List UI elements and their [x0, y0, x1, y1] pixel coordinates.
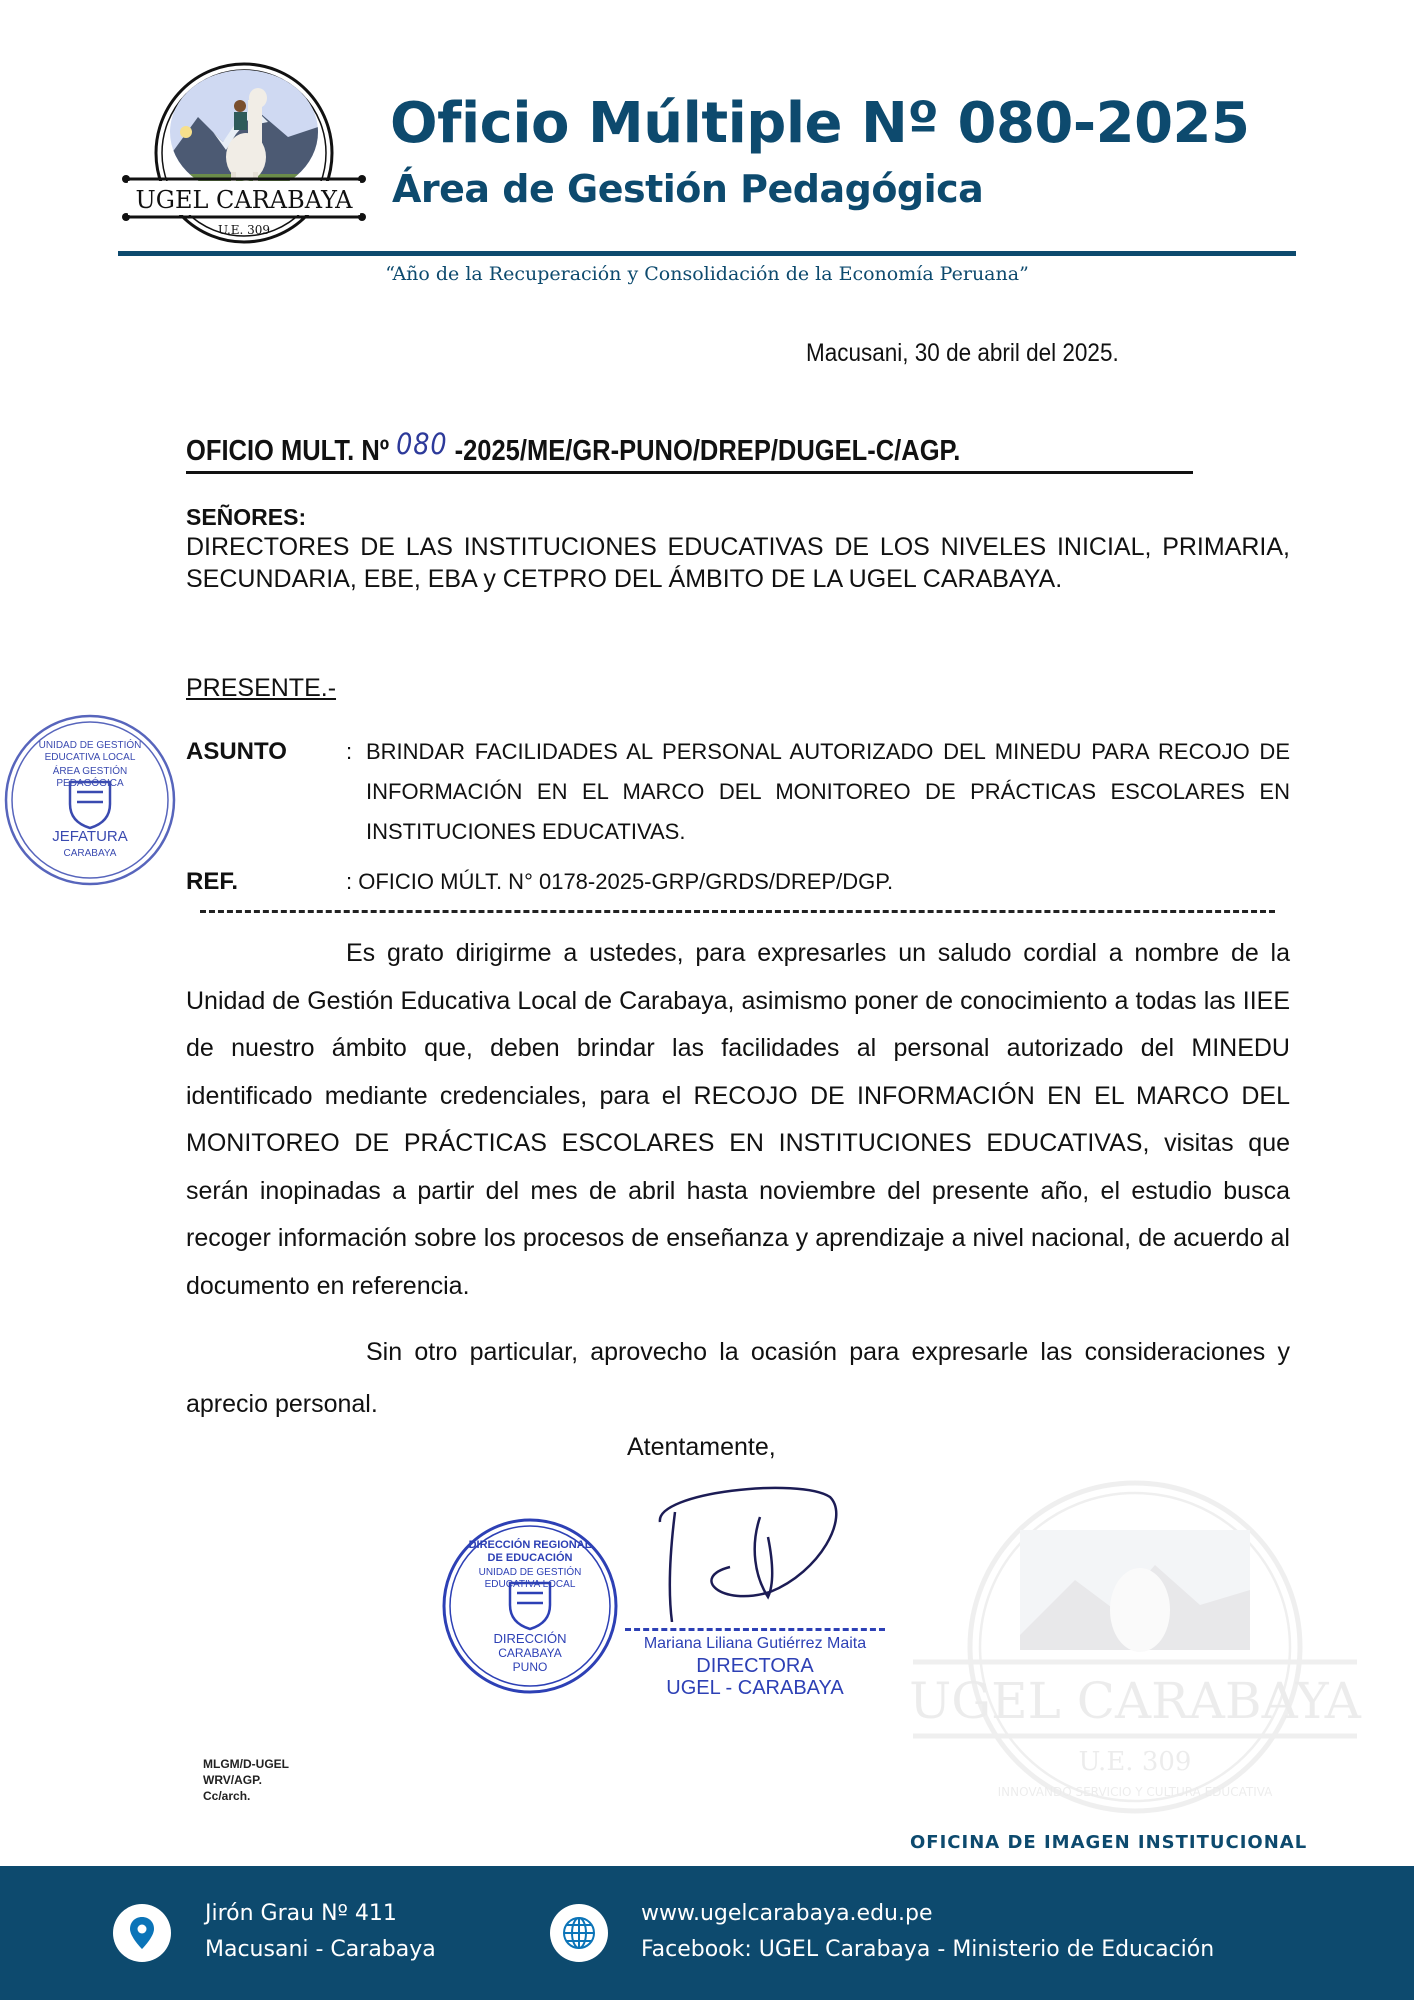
jefatura-stamp-inner: ÁREA GESTIÓN PEDAGÓGICA [52, 766, 128, 789]
jefatura-stamp-center: JEFATURA [52, 828, 128, 845]
asunto [346, 732, 1290, 852]
ref-colon: : [346, 869, 353, 894]
logo-name: UGEL CARABAYA [135, 186, 353, 214]
globe-icon [550, 1904, 608, 1962]
oficio-handwritten-number: 080 [396, 427, 448, 461]
asunto-text: BRINDAR FACILIDADES AL PERSONAL AUTORIZADO DEL MINEDU PARA RECOJO DE INFORMACIÓN EN EL MARCO DEL MONITOREO DE PRÁCTICAS ESCOLARES EN INSTITUCIONES EDUCATIVAS. [366, 739, 1290, 844]
footer [0, 1866, 1414, 2000]
oficio-reference-suffix: -2025/ME/GR-PUNO/DREP/DUGEL-C/AGP. [447, 435, 961, 467]
direccion-stamp-text [440, 1515, 620, 1697]
jefatura-stamp-bottom: CARABAYA [63, 848, 117, 859]
address-line-1: Jirón Grau Nº 411 [205, 1901, 397, 1926]
logo-unit: U.E. 309 [217, 223, 271, 237]
jefatura-stamp-outer: UNIDAD DE GESTIÓN EDUCATIVA LOCAL [38, 740, 142, 763]
ref-value: OFICIO MÚLT. N° 0178-2025-GRP/GRDS/DREP/DGP. [358, 869, 894, 894]
ugel-watermark-logo [905, 1480, 1365, 1815]
ref-label: REF. [186, 868, 239, 895]
recipients: DIRECTORES DE LAS INSTITUCIONES EDUCATIVAS DE LOS NIVELES INICIAL, PRIMARIA, SECUNDARIA, EBE, EBA y CETPRO DEL ÁMBITO DE LA UGEL CARABAYA. [186, 533, 1290, 593]
header-divider [118, 251, 1296, 256]
footer-address [205, 1896, 436, 1968]
office-label: OFICINA DE IMAGEN INSTITUCIONAL [910, 1832, 1308, 1853]
website-link[interactable]: www.ugelcarabaya.edu.pe [641, 1901, 933, 1926]
page-title: Oficio Múltiple Nº 080-2025 [390, 91, 1250, 156]
signer-block [625, 1628, 885, 1699]
initials-line-2: WRV/AGP. [203, 1773, 262, 1787]
handwritten-signature [620, 1482, 850, 1622]
signer-role: DIRECTORA [696, 1655, 814, 1677]
direccion-stamp-bottom2: PUNO [512, 1659, 548, 1674]
presente-label: PRESENTE.- [186, 674, 337, 702]
signer-org: UGEL - CARABAYA [666, 1677, 844, 1699]
oficio-reference-prefix: OFICIO MULT. Nº [186, 435, 397, 467]
year-motto: “Año de la Recuperación y Consolidación de la Economía Peruana” [385, 263, 1029, 285]
salutation: SEÑORES: [186, 504, 307, 530]
oficio-reference [186, 427, 961, 469]
closing: Atentamente, [627, 1433, 776, 1461]
signer-name: Mariana Liliana Gutiérrez Maita [625, 1628, 885, 1655]
body-paragraph-2: Sin otro particular, aprovecho la ocasión para expresarle las consideraciones y aprecio personal. [186, 1338, 1290, 1418]
oficio-underline [186, 471, 1193, 474]
watermark-unit: U.E. 309 [1078, 1747, 1192, 1777]
dashed-divider [200, 910, 1275, 913]
ugel-carabaya-logo [118, 62, 370, 244]
letter-date: Macusani, 30 de abril del 2025. [806, 339, 1119, 367]
watermark-slogan: INNOVANDO SERVICIO Y CULTURA EDUCATIVA [997, 1785, 1273, 1799]
direccion-stamp-center: DIRECCIÓN [493, 1630, 567, 1646]
page-subtitle: Área de Gestión Pedagógica [392, 167, 984, 211]
jefatura-stamp-text [2, 712, 178, 888]
reference-initials [203, 1756, 289, 1804]
map-pin-icon [113, 1904, 171, 1962]
initials-line-3: Cc/arch. [203, 1789, 251, 1803]
asunto-colon: : [346, 739, 353, 764]
body-paragraph-1: Es grato dirigirme a ustedes, para expresarles un saludo cordial a nombre de la Unidad de Gestión Educativa Local de Carabaya, asimismo poner de conocimiento a todas las IIEE de nuestro ámbito que, deben brindar las facilidades al personal autorizado del MINEDU identificado mediante credenciales, para el RECOJO DE INFORMACIÓN EN EL MARCO DEL MONITOREO DE PRÁCTICAS ESCOLARES EN INSTITUCIONES EDUCATIVAS, visitas que serán inopinadas a partir del mes de abril hasta noviembre del presente año, el estudio busca recoger información sobre los procesos de enseñanza y aprendizaje a nivel nacional, de acuerdo al documento en referencia. [186, 939, 1290, 1300]
watermark-name: UGEL CARABAYA [909, 1672, 1361, 1730]
direccion-stamp-outer: DIRECCIÓN REGIONAL DE EDUCACIÓN [468, 1538, 592, 1564]
footer-contact [641, 1896, 1214, 1968]
address-line-2: Macusani - Carabaya [205, 1937, 436, 1962]
ref-text [346, 867, 893, 897]
direccion-stamp-bottom1: CARABAYA [498, 1645, 562, 1660]
asunto-label: ASUNTO [186, 738, 287, 765]
direccion-stamp-inner: UNIDAD DE GESTIÓN EDUCATIVA LOCAL [478, 1566, 582, 1590]
initials-line-1: MLGM/D-UGEL [203, 1757, 289, 1771]
facebook-link[interactable]: Facebook: UGEL Carabaya - Ministerio de Educación [641, 1937, 1215, 1962]
